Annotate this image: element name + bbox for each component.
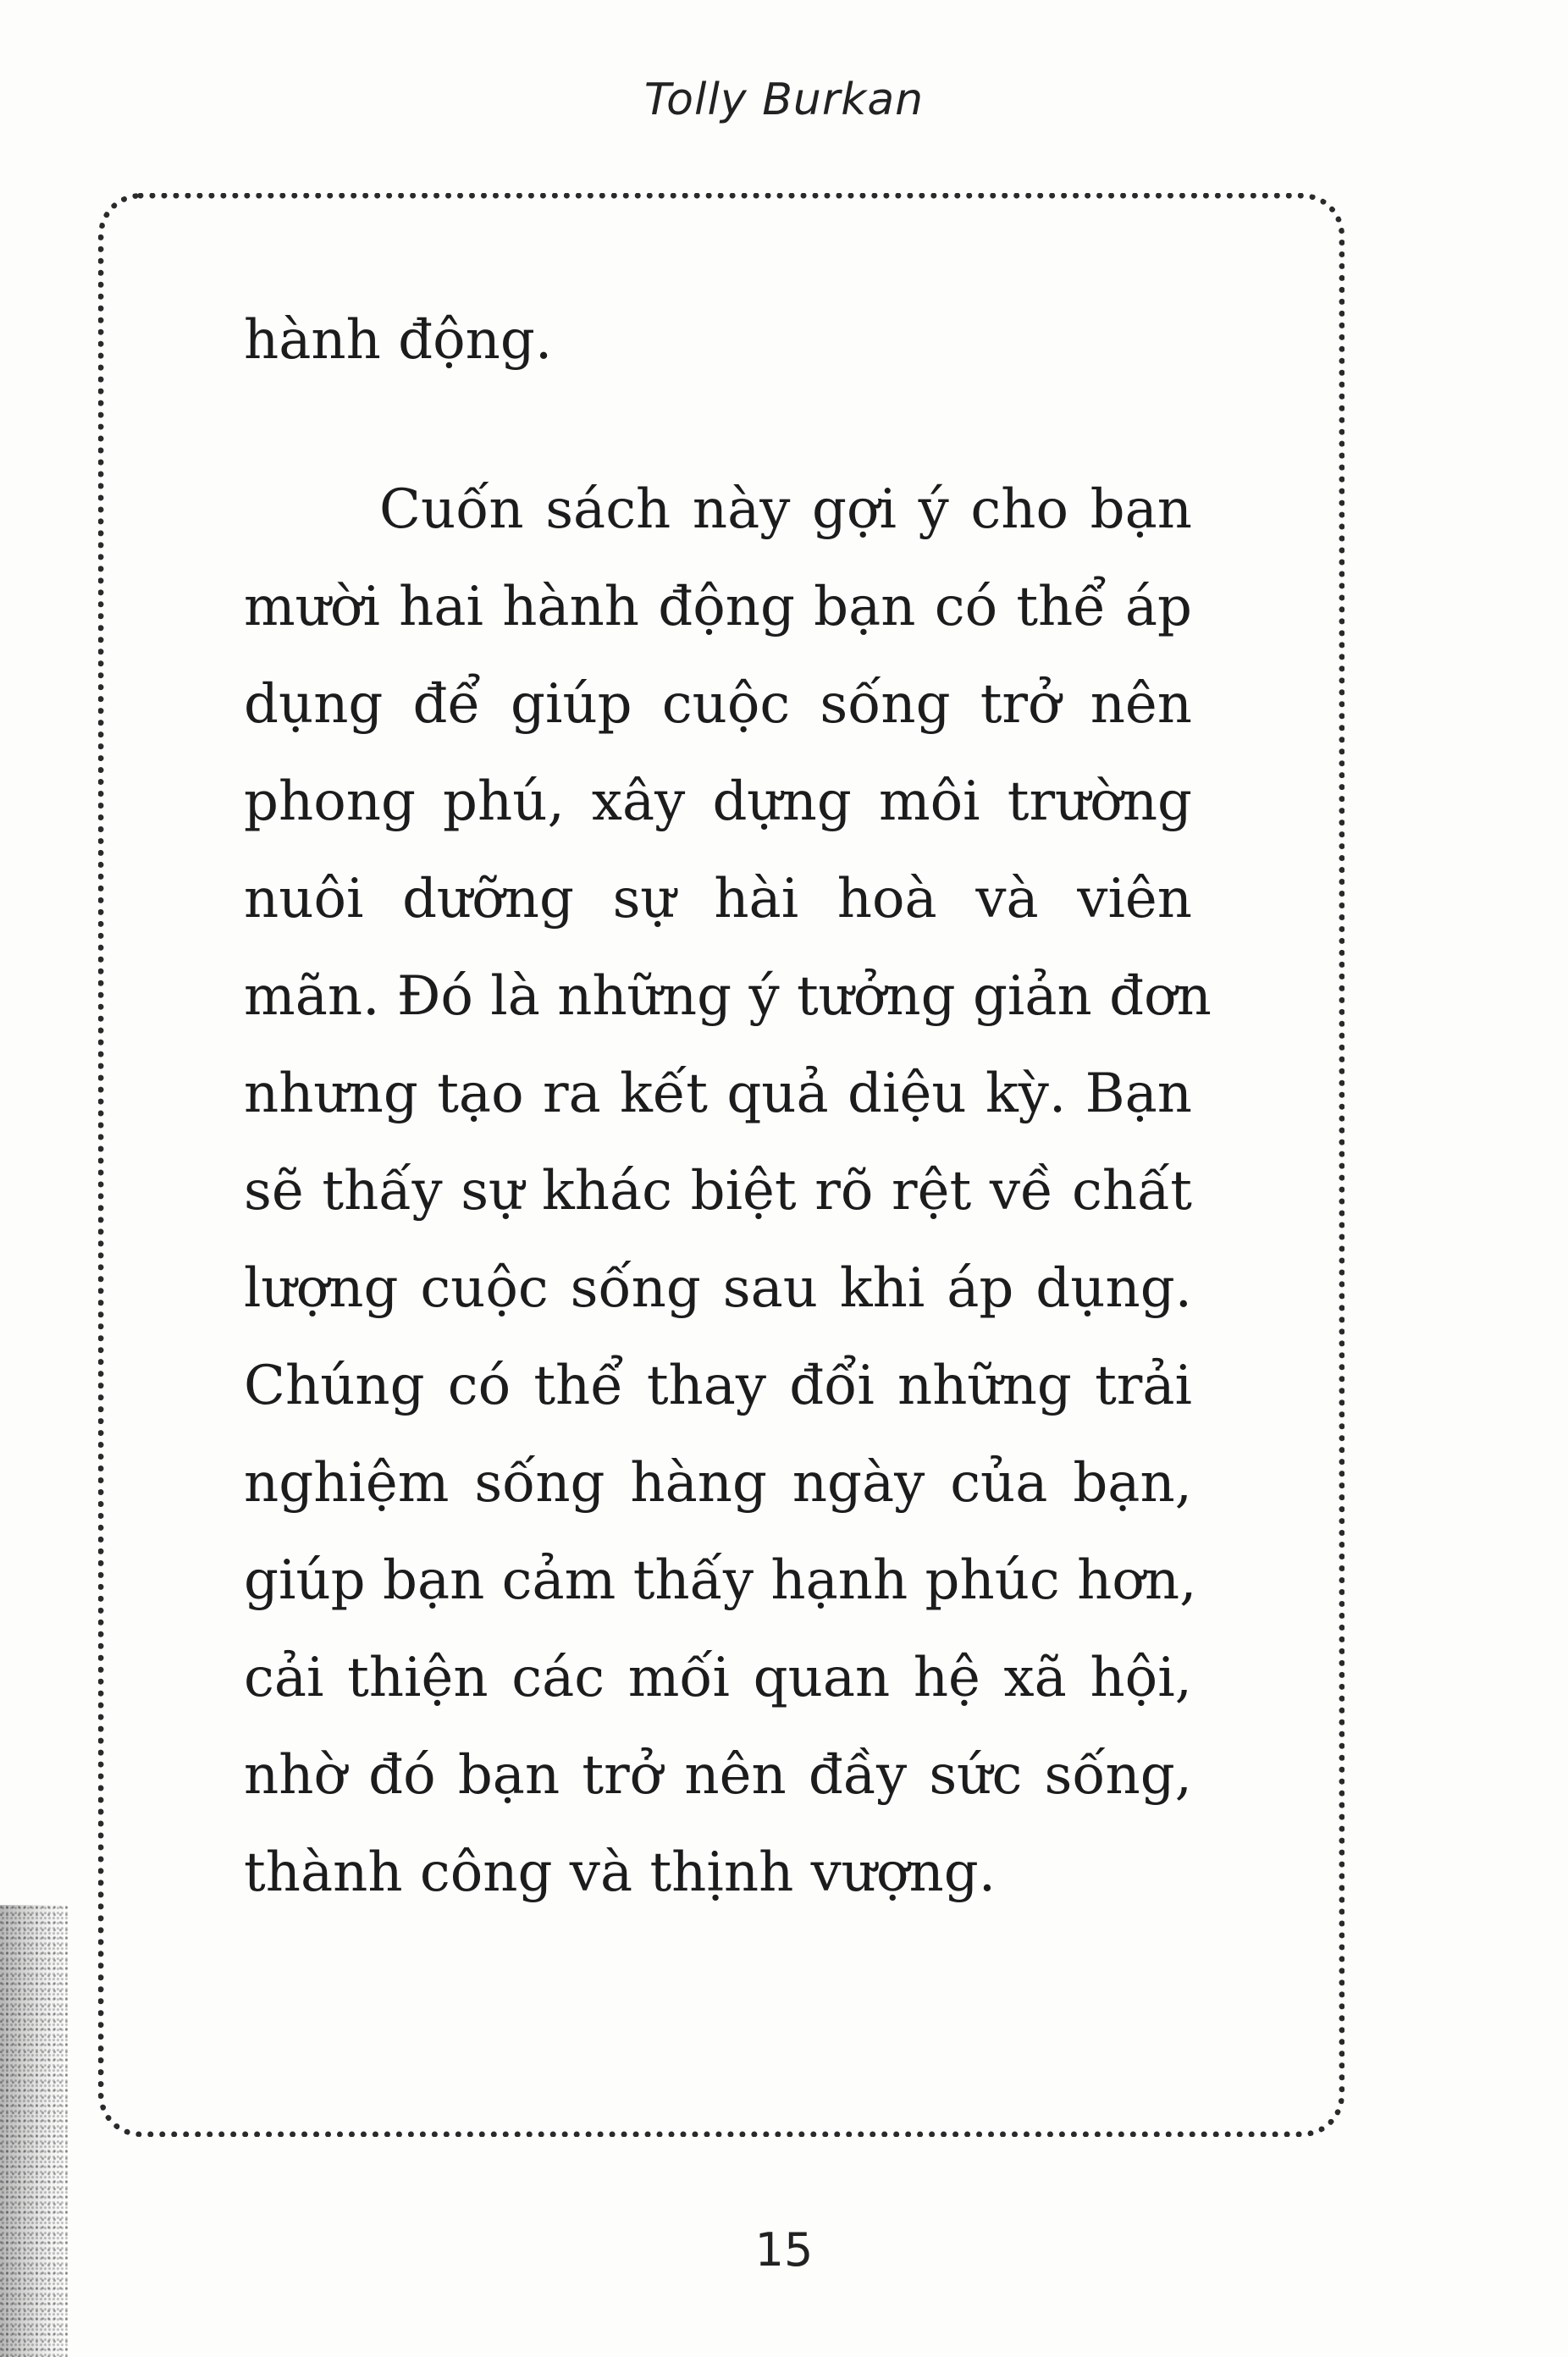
page-number: 15 — [754, 2223, 814, 2277]
paragraph-line: lượng cuộc sống sau khi áp dụng. — [244, 1257, 1192, 1320]
opening-line: hành động. — [244, 309, 553, 372]
paragraph-line: Cuốn sách này gợi ý cho bạn — [379, 478, 1192, 541]
paragraph-line: nuôi dưỡng sự hài hoà và viên — [244, 868, 1192, 930]
paragraph-line: nhờ đó bạn trở nên đầy sức sống, — [244, 1744, 1192, 1807]
paragraph-line: giúp bạn cảm thấy hạnh phúc hơn, — [244, 1549, 1197, 1612]
paragraph-line: Chúng có thể thay đổi những trải — [244, 1355, 1192, 1417]
spine-shadow — [0, 1905, 68, 2357]
paragraph-line: cải thiện các mối quan hệ xã hội, — [244, 1647, 1192, 1709]
running-head-author: Tolly Burkan — [643, 75, 925, 125]
paragraph — [244, 461, 1212, 1922]
paragraph-line: mười hai hành động bạn có thể áp — [244, 576, 1192, 638]
paragraph-line: nghiệm sống hàng ngày của bạn, — [244, 1452, 1192, 1515]
paragraph-line: dụng để giúp cuộc sống trở nên — [244, 673, 1192, 736]
paragraph-line: phong phú, xây dựng môi trường — [244, 770, 1192, 833]
paragraph-line: sẽ thấy sự khác biệt rõ rệt về chất — [244, 1160, 1192, 1223]
body-text — [244, 292, 1212, 1922]
paragraph-line: nhưng tạo ra kết quả diệu kỳ. Bạn — [244, 1063, 1192, 1125]
paragraph-line: thành công và thịnh vượng. — [244, 1841, 997, 1904]
paragraph-line: mãn. Đó là những ý tưởng giản đơn — [244, 965, 1212, 1028]
